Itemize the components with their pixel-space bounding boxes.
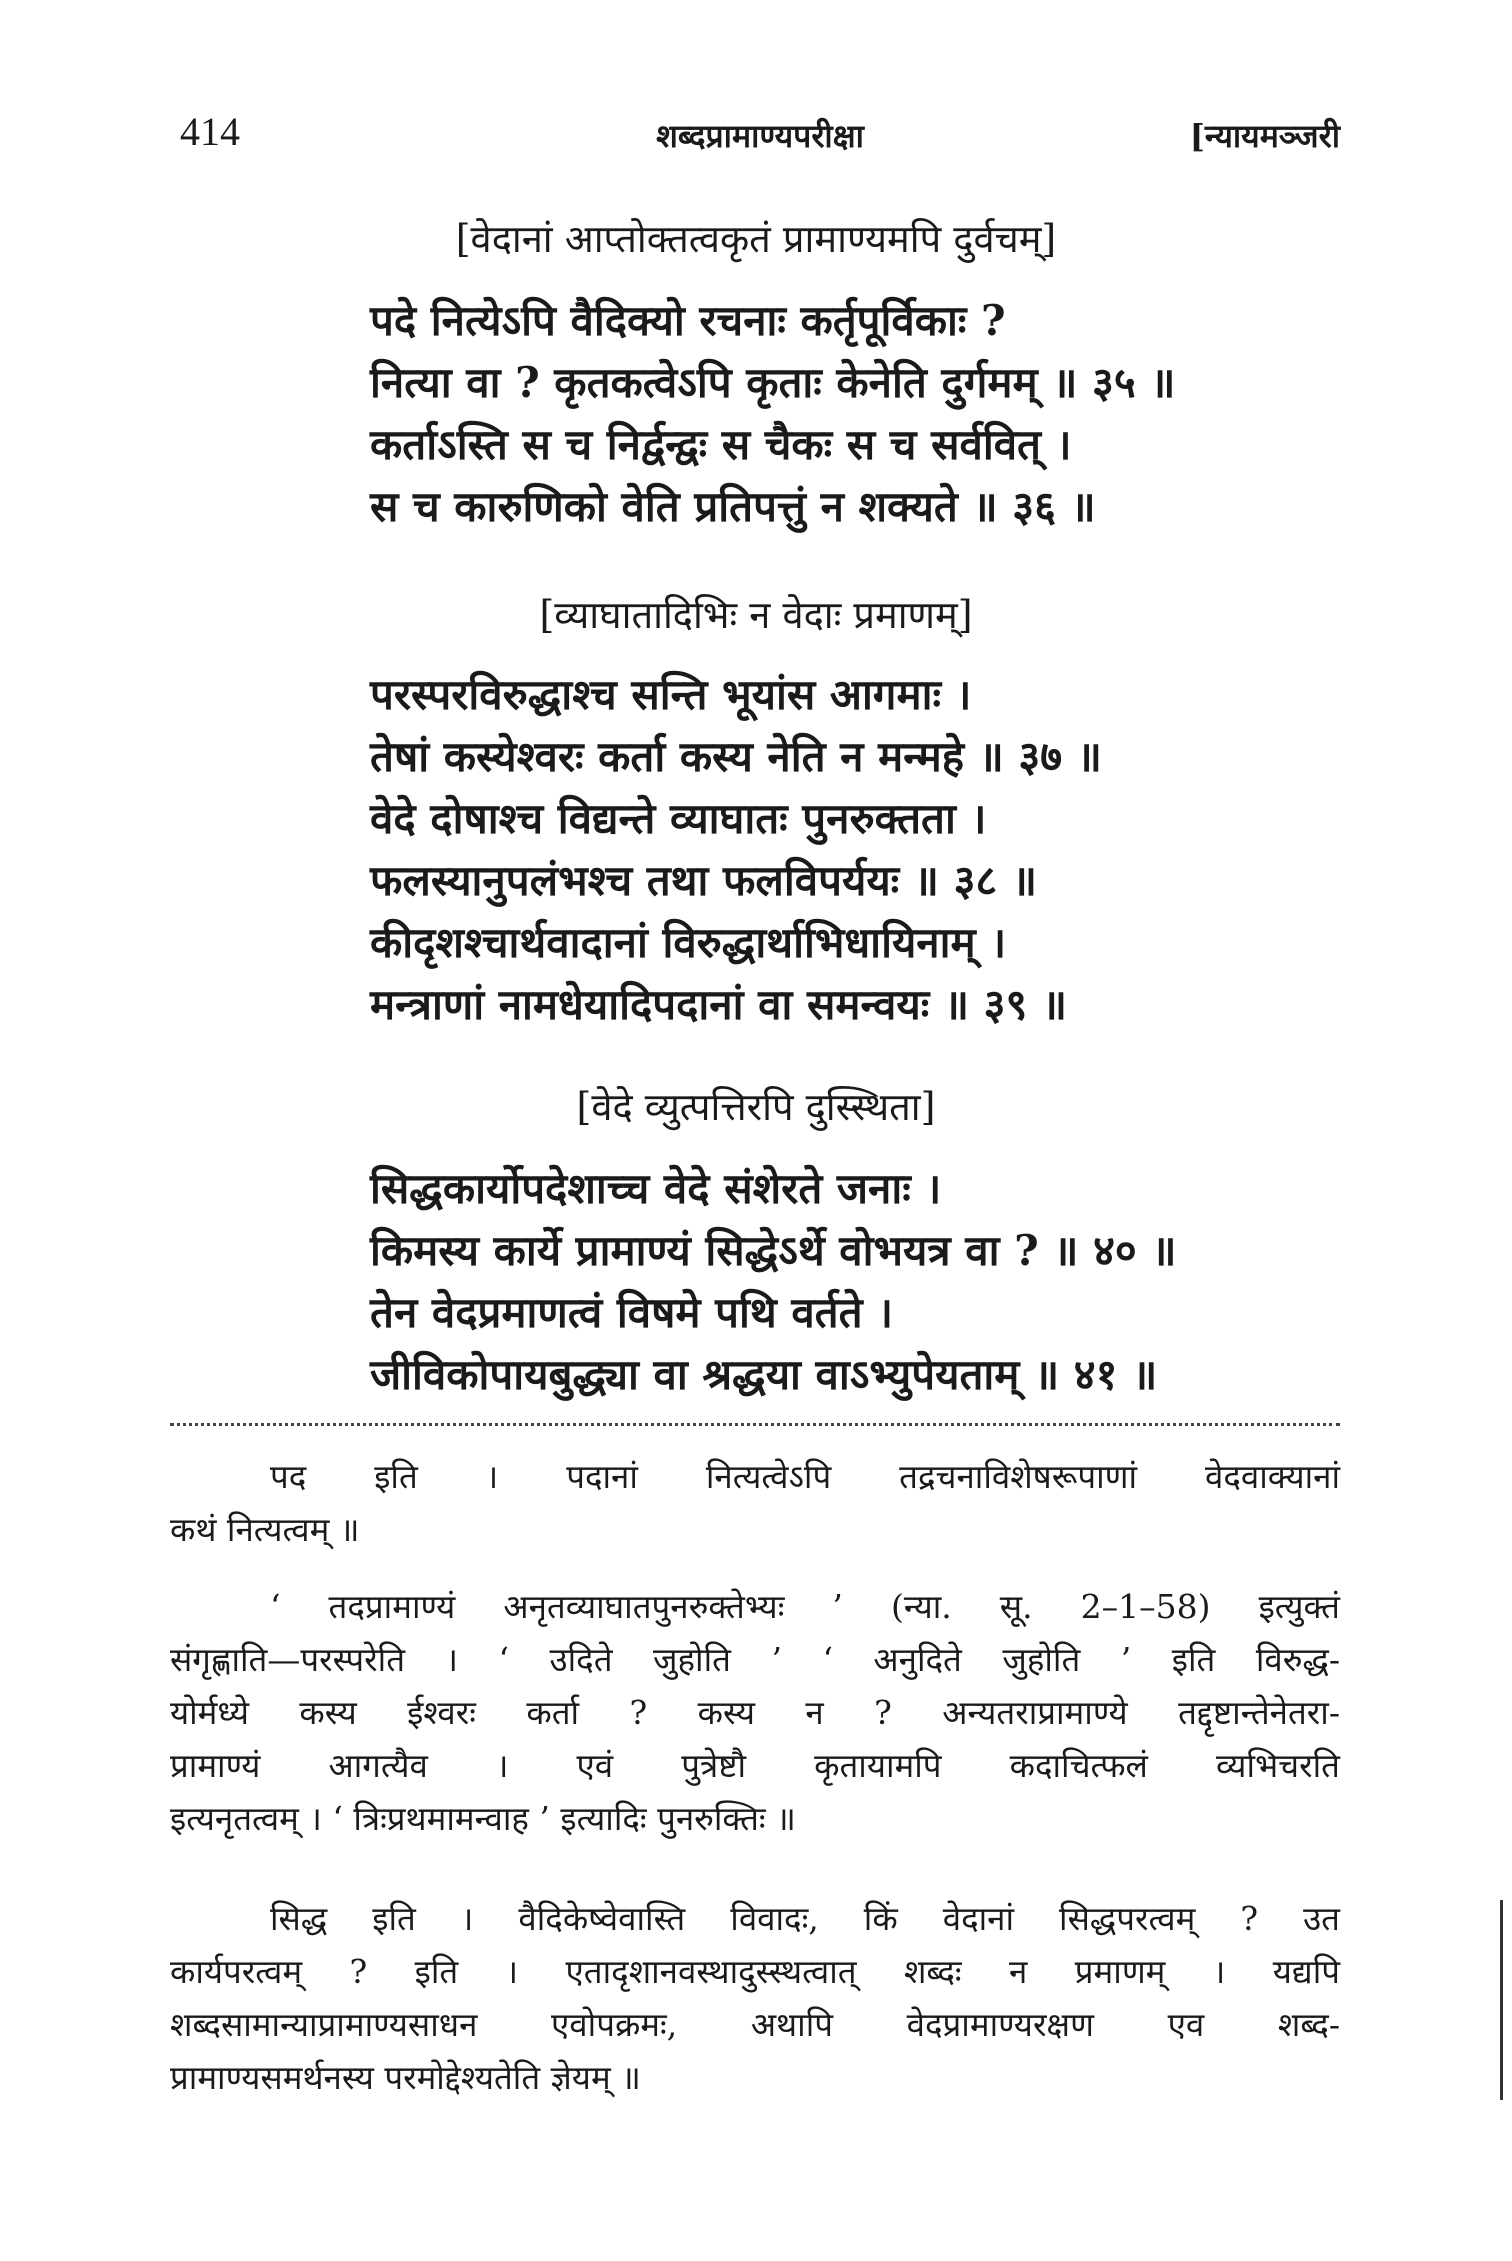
book-title: [न्यायमञ्जरी <box>1189 117 1340 155</box>
verse-line: तेन वेदप्रमाणत्वं विषमे पथि वर्तते । <box>370 1288 894 1337</box>
verse-line: वेदे दोषाश्च विद्यन्ते व्याघातः पुनरुक्तता । <box>370 794 987 843</box>
commentary-paragraph <box>170 1450 1340 1556</box>
verse-line: स च कारुणिको वेति प्रतिपत्तुं न शक्यते ॥ ३६ ॥ <box>370 482 1096 531</box>
section-heading: [वेदानां आप्तोक्तत्वकृतं प्रामाण्यमपि दुर्वचम्] <box>455 217 1057 261</box>
running-title: शब्दप्रामाण्यपरीक्षा <box>656 117 864 155</box>
margin-mark <box>1500 1900 1503 2100</box>
section-heading: [व्याघातादिभिः न वेदाः प्रमाणम्] <box>539 593 973 637</box>
verse-block <box>370 664 1370 1036</box>
commentary-line: कथं नित्यत्वम् ॥ <box>170 1510 360 1549</box>
section-heading: [वेदे व्युत्पत्तिरपि दुस्स्थिता] <box>576 1085 936 1129</box>
verse-line: फलस्यानुपलंभश्च तथा फलविपर्ययः ॥ ३८ ॥ <box>370 856 1038 905</box>
commentary-line: योर्मध्ये कस्य ईश्वरः कर्ता ? कस्य न ? अन्यतराप्रामाण्ये तद्दृष्टान्तेनेतरा- <box>170 1693 1340 1732</box>
commentary-paragraph <box>170 1892 1340 2104</box>
commentary-line: सिद्ध इति । वैदिकेष्वेवास्ति विवादः, किं वेदानां सिद्धपरत्वम् ? उत <box>270 1899 1340 1938</box>
commentary-line: ‘ तदप्रामाण्यं अनृतव्याघातपुनरुक्तेभ्यः ’ (न्या. सू. 2–1–58) इत्युक्तं <box>270 1587 1340 1626</box>
commentary-line: संगृह्णाति—परस्परेति । ‘ उदिते जुहोति ’ ‘ अनुदिते जुहोति ’ इति विरुद्ध- <box>170 1640 1340 1679</box>
verse-line: मन्त्राणां नामधेयादिपदानां वा समन्वयः ॥ ३९ ॥ <box>370 980 1068 1029</box>
separator-line <box>170 1423 1340 1426</box>
commentary-line: प्रामाण्यं आगत्यैव । एवं पुत्रेष्टौ कृतायामपि कदाचित्फलं व्यभिचरति <box>170 1746 1340 1785</box>
commentary-line: इत्यनृतत्वम् । ‘ त्रिःप्रथमामन्वाह ’ इत्यादिः पुनरुक्तिः ॥ <box>170 1799 796 1838</box>
verse-line: तेषां कस्येश्वरः कर्ता कस्य नेति न मन्महे ॥ ३७ ॥ <box>370 732 1102 781</box>
commentary-line: पद इति । पदानां नित्यत्वेऽपि तद्रचनाविशेषरूपाणां वेदवाक्यानां <box>270 1457 1340 1496</box>
verse-block <box>370 290 1370 538</box>
verse-line: सिद्धकार्योपदेशाच्च वेदे संशेरते जनाः । <box>370 1164 942 1213</box>
verse-block <box>370 1158 1370 1406</box>
page-number: 414 <box>180 109 240 154</box>
verse-line: पदे नित्येऽपि वैदिक्यो रचनाः कर्तृपूर्विकाः ? <box>370 296 1006 345</box>
verse-line: कर्ताऽस्ति स च निर्द्वन्द्वः स चैकः स च सर्ववित् । <box>370 420 1072 469</box>
commentary-line: प्रामाण्यसमर्थनस्य परमोद्देश्यतेति ज्ञेयम् ॥ <box>170 2058 641 2097</box>
verse-line: जीविकोपायबुद्ध्या वा श्रद्धया वाऽभ्युपेयताम् ॥ ४१ ॥ <box>370 1350 1158 1399</box>
verse-line: परस्परविरुद्धाश्च सन्ति भूयांस आगमाः । <box>370 670 972 719</box>
commentary-paragraph <box>170 1580 1340 1845</box>
verse-line: कीदृशश्चार्थवादानां विरुद्धार्थाभिधायिनाम् । <box>370 918 1007 967</box>
page-header <box>180 108 1340 168</box>
verse-line: किमस्य कार्ये प्रामाण्यं सिद्धेऽर्थे वोभयत्र वा ? ॥ ४० ॥ <box>370 1226 1177 1275</box>
commentary-line: कार्यपरत्वम् ? इति । एतादृशानवस्थादुस्स्थत्वात् शब्दः न प्रमाणम् । यद्यपि <box>170 1952 1340 1991</box>
verse-line: नित्या वा ? कृतकत्वेऽपि कृताः केनेति दुर्गमम् ॥ ३५ ॥ <box>370 358 1176 407</box>
commentary-line: शब्दसामान्याप्रामाण्यसाधन एवोपक्रमः, अथापि वेदप्रामाण्यरक्षण एव शब्द- <box>170 2005 1340 2044</box>
